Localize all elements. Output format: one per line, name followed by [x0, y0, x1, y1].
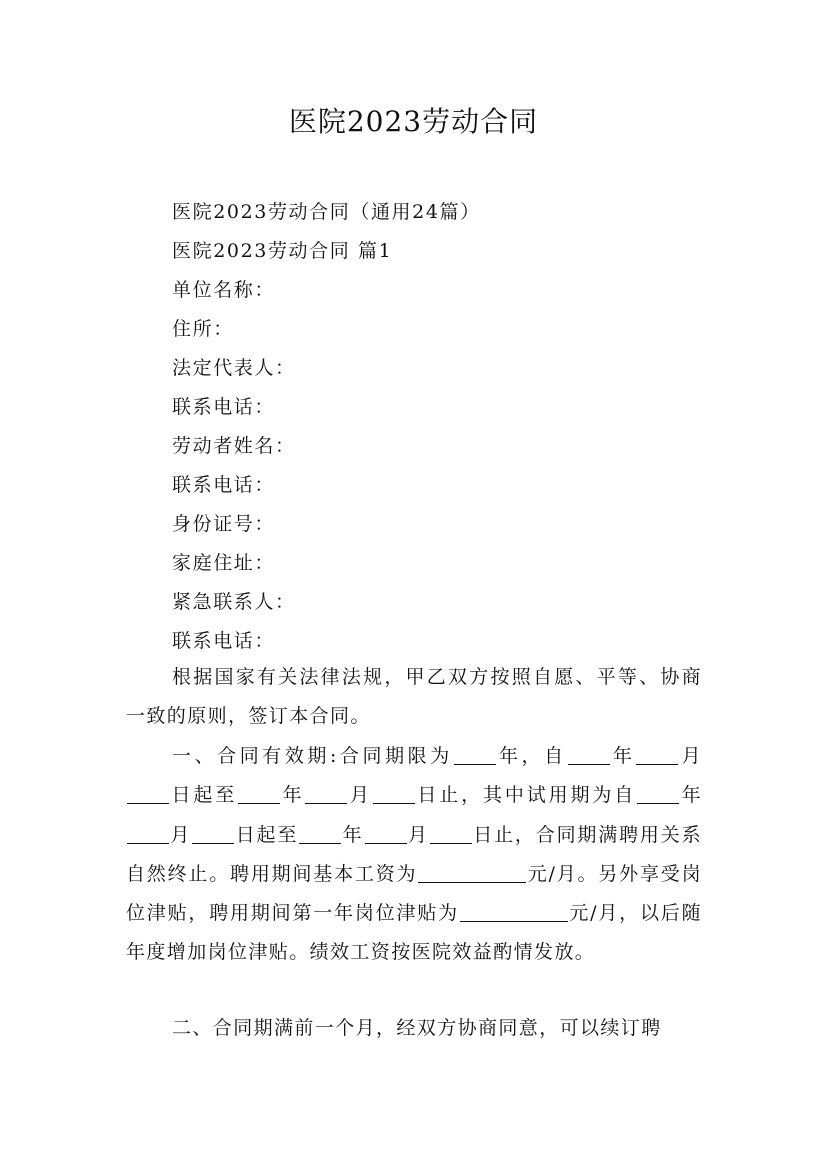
- blank-line: [637, 781, 679, 804]
- clause-1-paragraph: [126, 737, 702, 973]
- blank-line: [460, 899, 568, 922]
- clause-text: 月: [170, 823, 192, 846]
- clause-text: 年: [610, 745, 636, 767]
- field-legal-representative: 法定代表人：: [172, 357, 296, 379]
- clause-text: 元/月。另外享受岗位津贴，聘用期间第一年岗位津贴为: [126, 862, 702, 925]
- clause-text: 年: [281, 784, 305, 807]
- blank-line: [365, 821, 407, 844]
- document-title: 医院2023劳动合同: [288, 105, 539, 138]
- clause-text: 一、合同有效期:合同期限为: [172, 745, 453, 767]
- clause-text: 日起至: [170, 784, 238, 807]
- blank-line: [636, 742, 678, 765]
- blank-line: [454, 742, 496, 765]
- clause-text: 月: [348, 784, 372, 807]
- field-employer-name: 单位名称：: [172, 279, 276, 301]
- blank-line: [192, 821, 234, 844]
- clause-text: 元/月，以后随年度增加岗位津贴。绩效工资按医院效益酌情发放。: [126, 902, 702, 964]
- blank-line: [568, 742, 610, 765]
- clause-text: 日止，合同期满聘用关系自然终止。聘用期间基本工资为: [126, 823, 703, 885]
- blank-line: [305, 781, 347, 804]
- section-heading: 医院2023劳动合同 篇1: [172, 240, 393, 262]
- field-employer-phone: 联系电话：: [172, 396, 276, 418]
- clause-text: 日起至: [235, 823, 299, 846]
- subtitle-line: 医院2023劳动合同（通用24篇）: [172, 201, 481, 223]
- blank-line: [418, 860, 526, 883]
- field-home-address: 家庭住址：: [172, 552, 276, 574]
- field-address: 住所：: [172, 318, 234, 340]
- clause-text: 月: [407, 823, 429, 846]
- blank-line: [127, 781, 169, 804]
- clause-text: 年，自: [496, 745, 567, 767]
- clause-text: 年: [680, 784, 702, 807]
- clause-text: 日止，其中试用期为自: [415, 784, 637, 807]
- blank-line: [430, 821, 472, 844]
- field-employee-name: 劳动者姓名：: [172, 435, 296, 457]
- field-emergency-phone: 联系电话：: [172, 630, 276, 652]
- blank-line: [127, 821, 169, 844]
- header-lines: [126, 193, 702, 661]
- field-id-number: 身份证号：: [172, 513, 276, 535]
- field-emergency-contact: 紧急联系人：: [172, 591, 296, 613]
- clause-text: 月: [679, 745, 703, 767]
- blank-line: [238, 781, 280, 804]
- blank-line: [299, 821, 341, 844]
- clause-text: 年: [342, 823, 364, 846]
- clause-2-paragraph: 二、合同期满前一个月，经双方协商同意，可以续订聘: [172, 1017, 662, 1039]
- blank-line: [373, 781, 415, 804]
- intro-paragraph: 根据国家有关法律法规，甲乙双方按照自愿、平等、协商一致的原则，签订本合同。: [126, 666, 702, 728]
- field-employee-phone: 联系电话：: [172, 474, 276, 496]
